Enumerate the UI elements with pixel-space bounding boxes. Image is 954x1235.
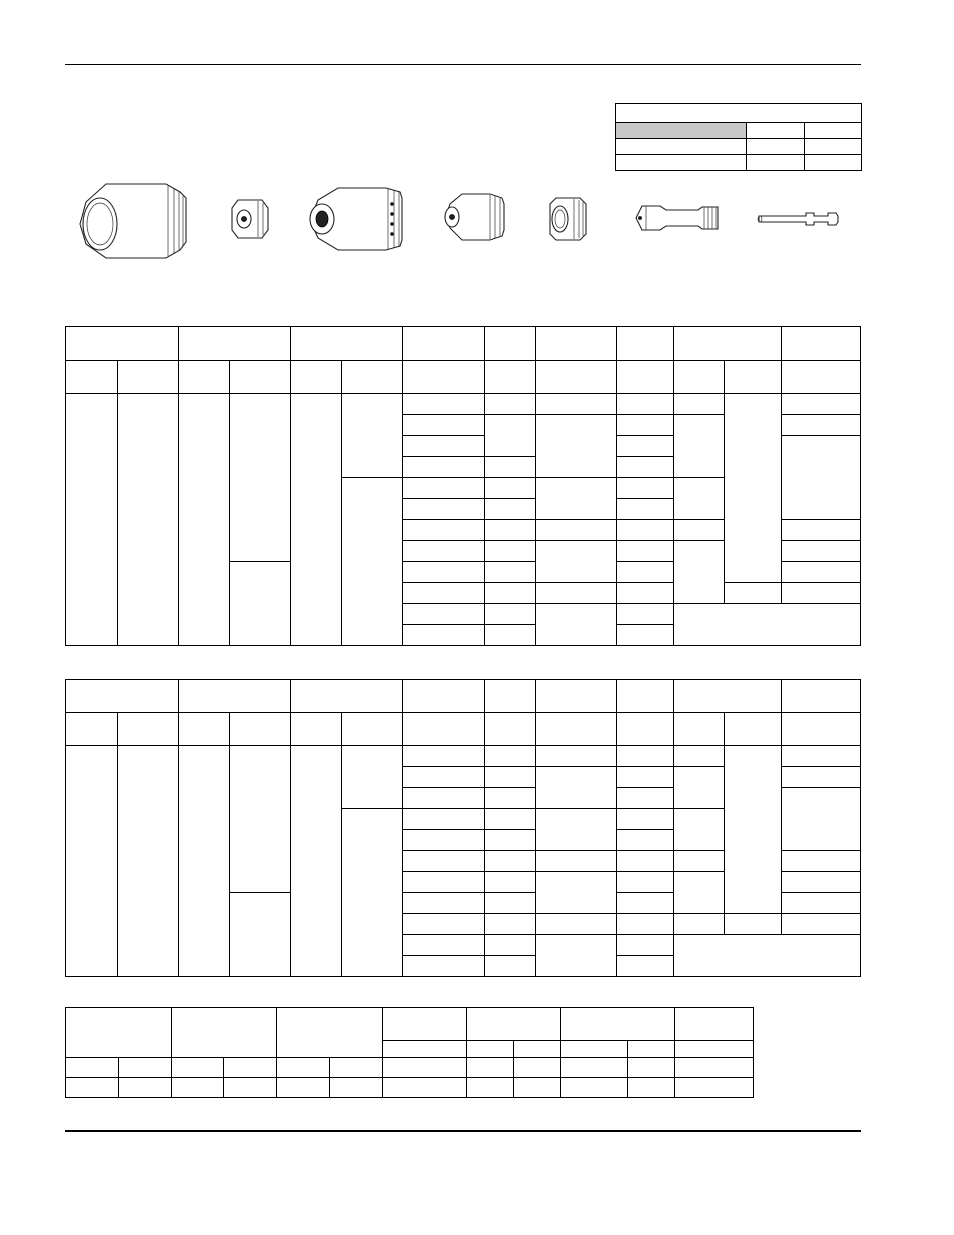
table-cell — [782, 415, 861, 436]
table-cell — [674, 746, 725, 767]
table-cell — [628, 1058, 675, 1078]
footer-rule — [65, 1130, 861, 1132]
table-cell — [514, 1078, 561, 1098]
table-cell — [485, 680, 536, 713]
table-cell — [617, 872, 674, 893]
table-cell — [403, 809, 485, 830]
consumables-table-1 — [65, 326, 861, 646]
table-cell — [617, 361, 674, 394]
table-cell — [674, 914, 725, 935]
table-cell — [674, 361, 725, 394]
table-cell — [725, 394, 782, 583]
legend-table — [615, 103, 862, 171]
table-cell — [485, 478, 536, 499]
table-cell — [617, 680, 674, 713]
table-cell — [725, 713, 782, 746]
table-cell — [330, 1078, 383, 1098]
table-cell — [747, 139, 805, 155]
table-cell — [782, 436, 861, 520]
table-cell — [230, 361, 291, 394]
table-cell — [747, 155, 805, 171]
table-cell — [485, 956, 536, 977]
table-cell — [224, 1078, 277, 1098]
table-cell — [230, 713, 291, 746]
table-cell — [617, 604, 674, 625]
table-cell — [725, 746, 782, 914]
table-cell — [536, 327, 617, 361]
table-cell — [805, 123, 862, 139]
table-cell — [628, 1078, 675, 1098]
table-cell — [536, 767, 617, 809]
table-cell — [230, 394, 291, 562]
table-cell — [342, 809, 403, 977]
table-cell — [291, 680, 403, 713]
table-cell — [119, 1058, 172, 1078]
table-cell — [485, 415, 536, 457]
table-cell — [66, 327, 179, 361]
table-cell — [485, 893, 536, 914]
table-cell — [485, 625, 536, 646]
table-cell — [782, 520, 861, 541]
table-cell — [674, 809, 725, 851]
table-cell — [674, 541, 725, 604]
table-cell — [674, 851, 725, 872]
table-cell — [277, 1008, 383, 1058]
table-cell — [675, 1058, 754, 1078]
table-cell — [485, 830, 536, 851]
table-cell — [403, 327, 485, 361]
table-cell — [485, 394, 536, 415]
table-cell — [403, 361, 485, 394]
table-cell — [467, 1008, 561, 1041]
table-cell — [277, 1058, 330, 1078]
table-cell — [536, 394, 617, 415]
table-cell — [674, 872, 725, 914]
table-cell — [725, 914, 782, 935]
table-cell — [675, 1008, 754, 1041]
table-cell — [403, 851, 485, 872]
table-cell — [536, 914, 617, 935]
table-cell — [403, 604, 485, 625]
table-cell — [383, 1041, 467, 1058]
table-cell — [674, 935, 861, 977]
table-cell — [485, 713, 536, 746]
table-cell — [536, 746, 617, 767]
table-cell — [782, 893, 861, 914]
table-cell — [383, 1008, 467, 1041]
table-cell — [617, 830, 674, 851]
table-cell — [617, 394, 674, 415]
table-cell — [536, 478, 617, 520]
consumables-table-3 — [65, 1007, 754, 1098]
table-cell — [617, 851, 674, 872]
table-cell — [342, 746, 403, 809]
table-cell — [536, 680, 617, 713]
table-cell — [561, 1041, 628, 1058]
table-cell — [403, 541, 485, 562]
table-cell — [485, 851, 536, 872]
table-cell — [66, 1058, 119, 1078]
table-cell — [485, 767, 536, 788]
table-cell — [291, 713, 342, 746]
table-cell — [403, 436, 485, 457]
table-cell — [561, 1078, 628, 1098]
legend-shaded-cell — [616, 123, 747, 139]
table-cell — [617, 541, 674, 562]
table-cell — [403, 520, 485, 541]
table-cell — [467, 1041, 514, 1058]
table-cell — [616, 139, 747, 155]
table-cell — [617, 583, 674, 604]
table-cell — [674, 604, 861, 646]
table-cell — [674, 327, 782, 361]
table-cell — [485, 541, 536, 562]
table-cell — [782, 562, 861, 583]
table-cell — [536, 541, 617, 583]
table-cell — [805, 155, 862, 171]
table-cell — [403, 394, 485, 415]
table-cell — [403, 457, 485, 478]
table-cell — [66, 1078, 119, 1098]
table-cell — [119, 1078, 172, 1098]
table-cell — [485, 562, 536, 583]
table-cell — [617, 767, 674, 788]
table-cell — [674, 767, 725, 809]
table-cell — [674, 415, 725, 478]
table-cell — [674, 478, 725, 520]
table-cell — [536, 520, 617, 541]
table-cell — [291, 361, 342, 394]
table-cell — [230, 562, 291, 646]
table-cell — [674, 394, 725, 415]
table-cell — [230, 746, 291, 893]
table-cell — [403, 914, 485, 935]
table-cell — [747, 123, 805, 139]
table-cell — [403, 478, 485, 499]
table-cell — [467, 1058, 514, 1078]
table-cell — [403, 935, 485, 956]
table-cell — [118, 394, 179, 646]
table-cell — [342, 394, 403, 478]
table-cell — [342, 713, 403, 746]
table-cell — [179, 361, 230, 394]
table-cell — [617, 457, 674, 478]
table-cell — [485, 361, 536, 394]
table-cell — [383, 1078, 467, 1098]
shield-cap-icon — [228, 196, 272, 242]
table-cell — [118, 361, 179, 394]
table-cell — [616, 155, 747, 171]
table-cell — [277, 1078, 330, 1098]
table-cell — [485, 583, 536, 604]
table-cell — [617, 436, 674, 457]
table-cell — [725, 361, 782, 394]
table-cell — [536, 361, 617, 394]
table-cell — [617, 893, 674, 914]
table-cell — [536, 415, 617, 478]
table-cell — [782, 851, 861, 872]
table-cell — [617, 562, 674, 583]
table-cell — [617, 415, 674, 436]
table-cell — [782, 541, 861, 562]
table-cell — [403, 956, 485, 977]
nozzle-icon — [440, 186, 510, 246]
table-cell — [485, 327, 536, 361]
table-cell — [782, 583, 861, 604]
table-cell — [342, 361, 403, 394]
table-cell — [330, 1058, 383, 1078]
table-cell — [291, 327, 403, 361]
table-cell — [403, 713, 485, 746]
table-cell — [403, 415, 485, 436]
table-cell — [467, 1078, 514, 1098]
table-cell — [172, 1058, 224, 1078]
table-cell — [403, 562, 485, 583]
water-tube-icon — [756, 208, 842, 230]
table-cell — [617, 788, 674, 809]
table-cell — [172, 1078, 224, 1098]
table-cell — [617, 327, 674, 361]
table-cell — [617, 520, 674, 541]
table-cell — [118, 713, 179, 746]
table-cell — [179, 394, 230, 646]
table-cell — [617, 746, 674, 767]
table-cell — [782, 394, 861, 415]
table-cell — [536, 583, 617, 604]
table-cell — [485, 520, 536, 541]
table-cell — [561, 1008, 675, 1041]
table-cell — [536, 851, 617, 872]
table-cell — [342, 478, 403, 646]
swirl-ring-icon — [544, 194, 590, 244]
table-cell — [514, 1058, 561, 1078]
table-cell — [617, 809, 674, 830]
table-cell — [66, 680, 179, 713]
table-cell — [782, 767, 861, 788]
table-cell — [172, 1008, 277, 1058]
table-cell — [485, 788, 536, 809]
table-cell — [675, 1078, 754, 1098]
table-cell — [118, 746, 179, 977]
table-cell — [403, 893, 485, 914]
table-cell — [485, 604, 536, 625]
table-cell — [617, 935, 674, 956]
table-cell — [617, 914, 674, 935]
table-cell — [403, 625, 485, 646]
table-cell — [674, 680, 782, 713]
table-cell — [403, 830, 485, 851]
table-cell — [485, 499, 536, 520]
table-cell — [291, 394, 342, 646]
table-cell — [66, 394, 118, 646]
table-cell — [536, 713, 617, 746]
shield-icon — [76, 178, 191, 264]
table-cell — [617, 499, 674, 520]
table-cell — [514, 1041, 561, 1058]
table-cell — [224, 1058, 277, 1078]
table-cell — [66, 1008, 172, 1058]
table-cell — [675, 1041, 754, 1058]
table-cell — [674, 713, 725, 746]
table-cell — [403, 788, 485, 809]
table-cell — [617, 478, 674, 499]
table-cell — [782, 327, 861, 361]
table-cell — [617, 956, 674, 977]
table-cell — [782, 680, 861, 713]
table-cell — [782, 361, 861, 394]
table-cell — [782, 713, 861, 746]
table-cell — [403, 499, 485, 520]
table-cell — [782, 746, 861, 767]
table-cell — [485, 872, 536, 893]
table-cell — [485, 457, 536, 478]
table-cell — [291, 746, 342, 977]
table-cell — [66, 746, 118, 977]
electrode-icon — [632, 198, 722, 238]
table-cell — [179, 713, 230, 746]
table-cell — [403, 680, 485, 713]
table-cell — [782, 914, 861, 935]
table-cell — [403, 872, 485, 893]
table-cell — [536, 604, 617, 646]
table-cell — [782, 788, 861, 851]
table-cell — [403, 767, 485, 788]
table-cell — [536, 809, 617, 851]
table-cell — [230, 893, 291, 977]
table-cell — [805, 139, 862, 155]
table-cell — [403, 746, 485, 767]
table-cell — [66, 713, 118, 746]
table-cell — [485, 809, 536, 830]
legend-title-cell — [616, 104, 862, 123]
table-cell — [725, 583, 782, 604]
table-cell — [674, 520, 725, 541]
table-cell — [485, 746, 536, 767]
table-cell — [179, 680, 291, 713]
table-cell — [485, 914, 536, 935]
table-cell — [179, 327, 291, 361]
table-cell — [536, 935, 617, 977]
table-cell — [179, 746, 230, 977]
table-cell — [536, 872, 617, 914]
table-cell — [617, 713, 674, 746]
table-cell — [383, 1058, 467, 1078]
table-cell — [403, 583, 485, 604]
header-rule — [65, 64, 861, 65]
table-cell — [485, 935, 536, 956]
consumables-table-2 — [65, 679, 861, 977]
table-cell — [561, 1058, 628, 1078]
table-cell — [628, 1041, 675, 1058]
table-cell — [782, 872, 861, 893]
retaining-cap-icon — [302, 182, 408, 256]
table-cell — [617, 625, 674, 646]
table-cell — [66, 361, 118, 394]
